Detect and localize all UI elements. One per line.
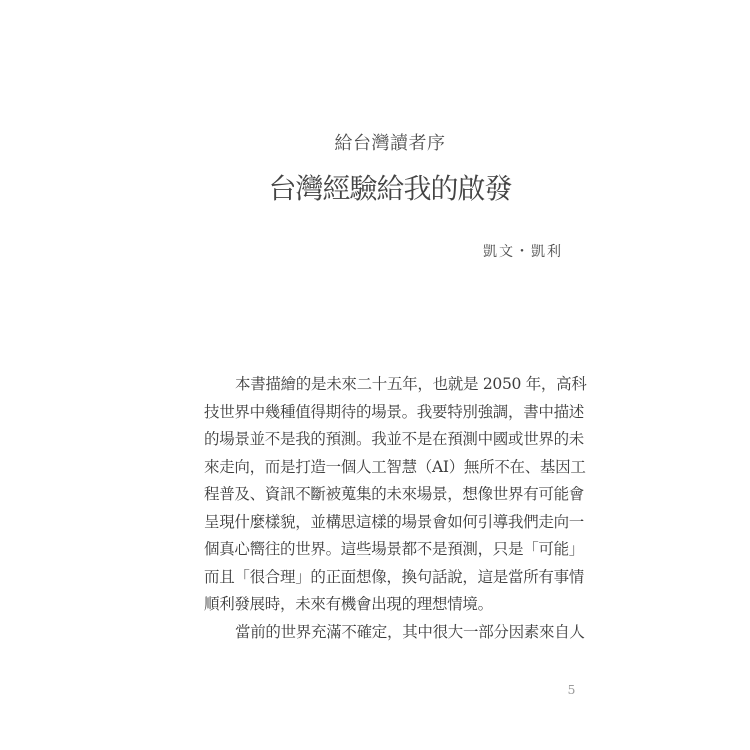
paragraph-2 [204, 619, 585, 647]
page-number: 5 [567, 682, 576, 697]
text-line: 順利發展時，未來有機會出現的理想情境。 [204, 595, 493, 613]
author-name: 凱文・凱利 [483, 244, 563, 260]
text-line: 當前的世界充滿不確定，其中很大一部分因素來自人 [235, 622, 585, 641]
text-line: 而且「很合理」的正面想像，換句話說，這是當所有事情 [204, 567, 585, 586]
text-line: 程普及、資訊不斷被蒐集的未來場景，想像世界有可能會 [204, 485, 585, 503]
text-line: 呈現什麼樣貌，並構思這樣的場景會如何引導我們走向一 [204, 512, 585, 531]
paragraph-1 [204, 371, 587, 619]
text-line: 技世界中幾種值得期待的場景。我要特別強調，書中描述 [204, 402, 585, 421]
text-line: 來走向，而是打造一個人工智慧（AI）無所不在、基因工 [204, 457, 586, 476]
text-line: 本書描繪的是未來二十五年，也就是 2050 年，高科 [235, 375, 587, 393]
section-label: 給台灣讀者序 [334, 133, 446, 153]
body-text [204, 371, 587, 646]
text-line: 個真心嚮往的世界。這些場景都不是預測，只是「可能」 [204, 540, 585, 558]
text-line: 的場景並不是我的預測。我並不是在預測中國或世界的未 [204, 430, 585, 448]
page-title: 台灣經驗給我的啟發 [268, 173, 512, 204]
